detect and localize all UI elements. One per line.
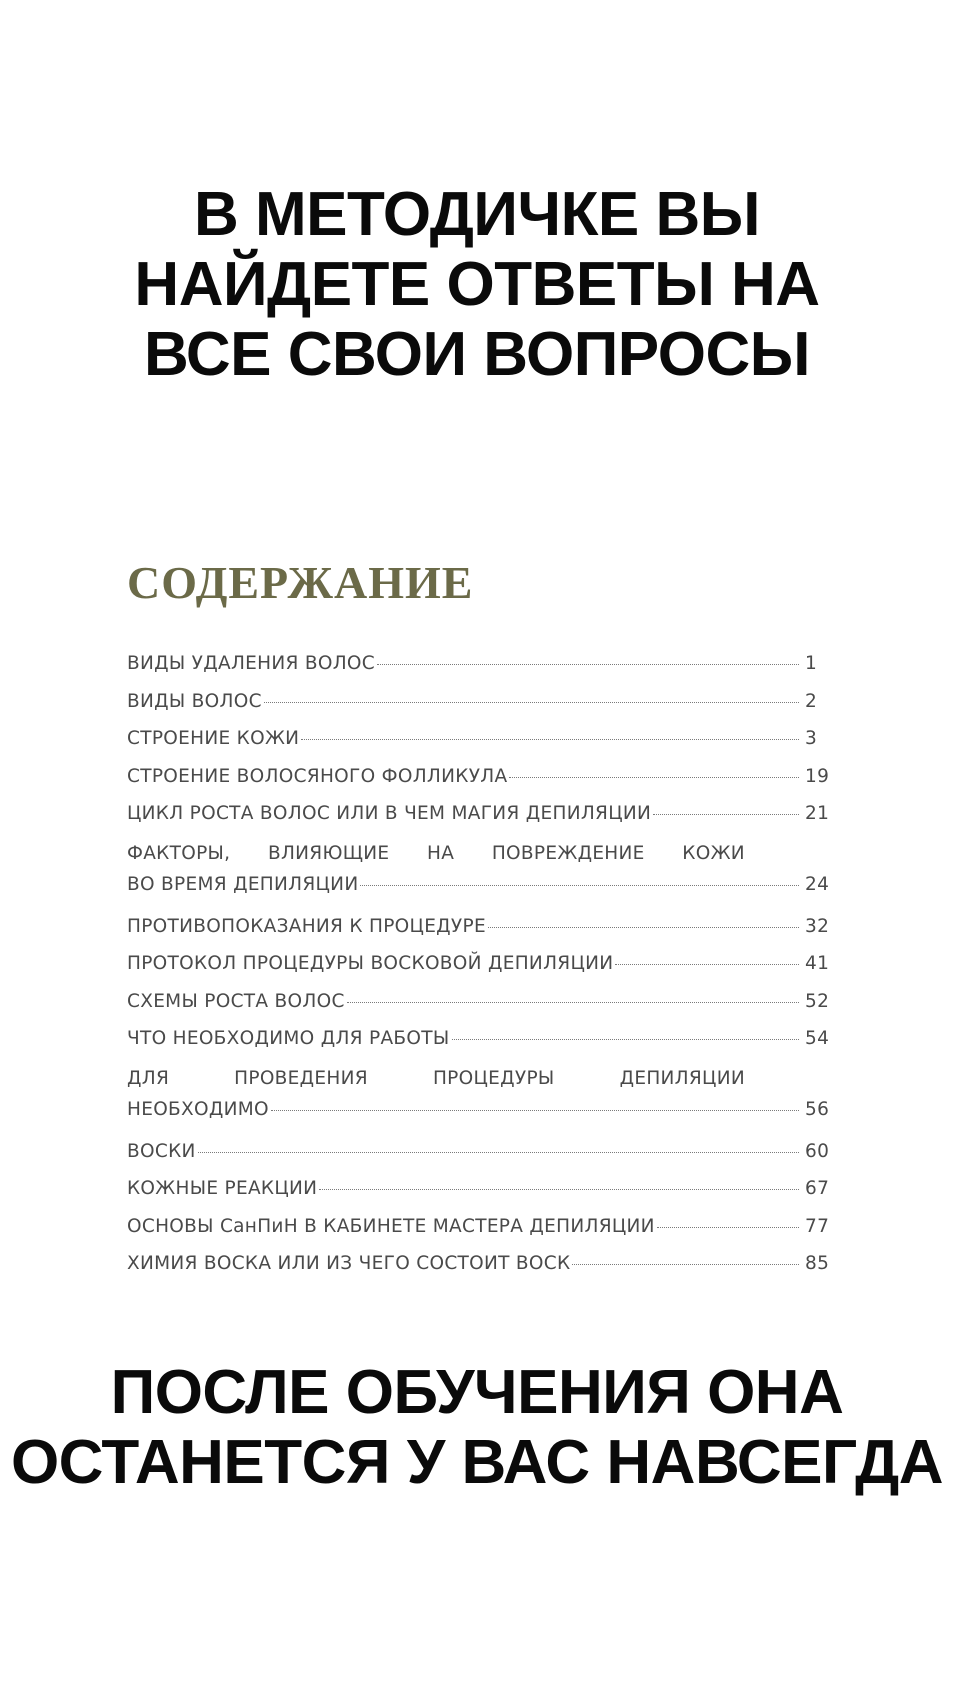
toc-entry-page: 1 (805, 653, 818, 674)
toc-entry-label: ВИДЫ УДАЛЕНИЯ ВОЛОС (127, 653, 375, 674)
toc-entry-label: ЦИКЛ РОСТА ВОЛОС ИЛИ В ЧЕМ МАГИЯ ДЕПИЛЯЦИИ (127, 803, 652, 824)
toc-entry (127, 1216, 835, 1254)
toc-entry-page: 24 (805, 873, 830, 895)
toc-entry-label: ПРОТОКОЛ ПРОЦЕДУРЫ ВОСКОВОЙ ДЕПИЛЯЦИИ (127, 953, 614, 974)
toc-leader-dots (347, 1002, 799, 1003)
toc-leader-dots (615, 964, 799, 965)
toc-entry (127, 728, 835, 766)
toc-entry-word: ДЕПИЛЯЦИИ (619, 1067, 745, 1089)
table-of-contents (127, 555, 835, 1291)
toc-entry-word: ПРОВЕДЕНИЯ (234, 1067, 368, 1089)
toc-entry (127, 1253, 835, 1291)
top-headline (0, 180, 954, 390)
toc-entry-label: НЕОБХОДИМО (127, 1098, 269, 1120)
toc-entry-label: ВО ВРЕМЯ ДЕПИЛЯЦИИ (127, 873, 359, 895)
toc-entry-label: ЧТО НЕОБХОДИМО ДЛЯ РАБОТЫ (127, 1028, 450, 1049)
toc-entry-label: ВОСКИ (127, 1140, 196, 1162)
toc-entry-page: 77 (805, 1215, 830, 1237)
toc-entry (127, 691, 835, 729)
toc-entry-page: 21 (805, 803, 830, 824)
top-headline-line: ВСЕ СВОИ ВОПРОСЫ (143, 320, 811, 389)
toc-entry-page: 52 (805, 990, 830, 1012)
toc-entry-page: 67 (805, 1178, 830, 1199)
toc-entry-label: КОЖНЫЕ РЕАКЦИИ (127, 1178, 318, 1199)
toc-entry-word: ВЛИЯЮЩИЕ (267, 842, 390, 864)
bottom-headline-line: ПОСЛЕ ОБУЧЕНИЯ ОНА (110, 1358, 844, 1427)
toc-leader-dots (301, 739, 799, 740)
toc-list (127, 653, 835, 1291)
toc-leader-dots (657, 1227, 799, 1228)
toc-leader-dots (653, 814, 799, 815)
toc-entry-word: ПРОЦЕДУРЫ (432, 1067, 555, 1089)
toc-entry-word: НА (427, 842, 455, 864)
toc-entry (127, 916, 835, 954)
toc-entry (127, 1028, 835, 1066)
toc-entry-page: 3 (805, 728, 818, 749)
toc-leader-dots (452, 1039, 800, 1040)
toc-title: СОДЕРЖАНИЕ (127, 557, 474, 608)
toc-entry (127, 841, 835, 903)
toc-entry (127, 803, 835, 841)
bottom-headline (0, 1358, 954, 1498)
toc-entry-label: СТРОЕНИЕ КОЖИ (127, 728, 300, 749)
toc-entry-label-line1 (127, 841, 745, 866)
toc-leader-dots (377, 664, 799, 665)
toc-entry-label: ВИДЫ ВОЛОС (127, 690, 262, 712)
toc-leader-dots (198, 1152, 799, 1153)
toc-entry (127, 1066, 835, 1128)
toc-entry-label: ПРОТИВОПОКАЗАНИЯ К ПРОЦЕДУРЕ (127, 915, 486, 937)
toc-entry-page: 2 (805, 690, 818, 712)
toc-entry-word: КОЖИ (682, 842, 745, 864)
toc-leader-dots (360, 885, 799, 886)
toc-leader-dots (572, 1264, 799, 1265)
toc-entry-label: СХЕМЫ РОСТА ВОЛОС (127, 990, 345, 1012)
toc-entry-page: 32 (805, 915, 830, 937)
toc-leader-dots (509, 777, 799, 778)
toc-entry (127, 766, 835, 804)
toc-leader-dots (488, 927, 799, 928)
toc-leader-dots (264, 702, 799, 703)
bottom-headline-line: ОСТАНЕТСЯ У ВАС НАВСЕГДА (10, 1428, 944, 1497)
toc-entry-label: СТРОЕНИЕ ВОЛОСЯНОГО ФОЛЛИКУЛА (127, 765, 508, 787)
toc-leader-dots (271, 1110, 799, 1111)
toc-entry-label: ОСНОВЫ СанПиН В КАБИНЕТЕ МАСТЕРА ДЕПИЛЯЦИИ (127, 1215, 655, 1237)
toc-entry (127, 991, 835, 1029)
toc-entry-label: ХИМИЯ ВОСКА ИЛИ ИЗ ЧЕГО СОСТОИТ ВОСК (127, 1253, 571, 1274)
toc-entry-word: ФАКТОРЫ, (127, 842, 231, 864)
toc-entry-page: 60 (805, 1140, 830, 1162)
toc-entry (127, 1141, 835, 1179)
toc-entry-label-line1 (127, 1066, 745, 1091)
toc-entry-page: 85 (805, 1253, 830, 1274)
toc-leader-dots (319, 1189, 799, 1190)
toc-entry (127, 653, 835, 691)
top-headline-line: НАЙДЕТЕ ОТВЕТЫ НА (134, 250, 820, 319)
toc-entry (127, 953, 835, 991)
toc-entry (127, 1178, 835, 1216)
toc-entry-page: 19 (805, 765, 830, 787)
toc-entry-page: 56 (805, 1098, 830, 1120)
toc-entry-page: 54 (805, 1028, 830, 1049)
top-headline-line: В МЕТОДИЧКЕ ВЫ (194, 180, 760, 249)
toc-entry-word: ДЛЯ (127, 1067, 170, 1089)
toc-entry-page: 41 (805, 953, 830, 974)
toc-entry-word: ПОВРЕЖДЕНИЕ (491, 842, 645, 864)
